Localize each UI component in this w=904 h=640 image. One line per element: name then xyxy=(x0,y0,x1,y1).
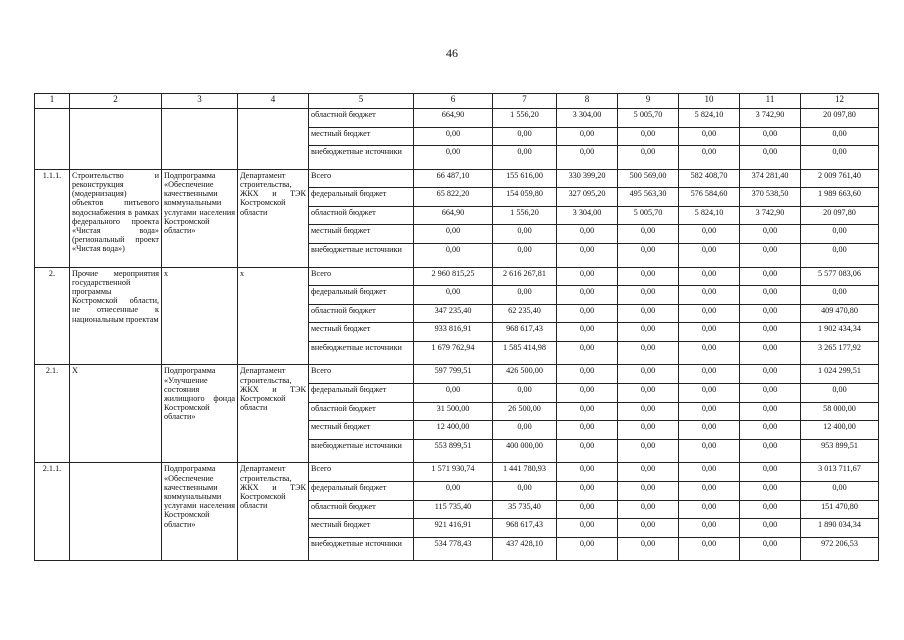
amount-cell: 1 585 414,98 xyxy=(493,341,557,365)
amount-cell: 5 824,10 xyxy=(679,206,740,225)
amount-cell: 2 960 815,25 xyxy=(414,267,493,286)
amount-cell: 5 577 083,06 xyxy=(801,267,879,286)
amount-cell: 400 000,00 xyxy=(493,439,557,463)
amount-cell: 1 571 930,74 xyxy=(414,463,493,482)
amount-cell: 0,00 xyxy=(493,481,557,500)
amount-cell: 576 584,60 xyxy=(679,188,740,207)
amount-cell: 0,00 xyxy=(493,225,557,244)
amount-cell: 1 989 663,60 xyxy=(801,188,879,207)
amount-cell: 0,00 xyxy=(740,500,801,519)
funding-source-cell: внебюджетные источники xyxy=(309,439,414,463)
amount-cell: 0,00 xyxy=(557,481,618,500)
amount-cell: 0,00 xyxy=(557,341,618,365)
funding-source-cell: областной бюджет xyxy=(309,109,414,128)
amount-cell: 0,00 xyxy=(618,384,679,403)
item-description-cell xyxy=(70,463,162,561)
amount-cell: 0,00 xyxy=(801,286,879,305)
amount-cell: 0,00 xyxy=(618,500,679,519)
amount-cell: 0,00 xyxy=(679,519,740,538)
amount-cell: 0,00 xyxy=(801,146,879,170)
amount-cell: 664,90 xyxy=(414,206,493,225)
table-body xyxy=(35,109,879,561)
amount-cell: 0,00 xyxy=(618,365,679,384)
amount-cell: 0,00 xyxy=(740,421,801,440)
funding-source-cell: федеральный бюджет xyxy=(309,384,414,403)
item-description-cell xyxy=(70,109,162,170)
amount-cell: 0,00 xyxy=(679,439,740,463)
amount-cell: 1 890 034,34 xyxy=(801,519,879,538)
amount-cell: 370 538,50 xyxy=(740,188,801,207)
amount-cell: 0,00 xyxy=(493,286,557,305)
amount-cell: 0,00 xyxy=(679,500,740,519)
amount-cell: 0,00 xyxy=(740,439,801,463)
item-number-cell: 1.1.1. xyxy=(35,169,70,267)
amount-cell: 1 556,20 xyxy=(493,109,557,128)
amount-cell: 664,90 xyxy=(414,109,493,128)
amount-cell: 0,00 xyxy=(493,244,557,268)
amount-cell: 0,00 xyxy=(740,537,801,561)
funding-source-cell: областной бюджет xyxy=(309,402,414,421)
item-number-cell xyxy=(35,109,70,170)
subprogram-cell: Подпрограмма «Обеспечение качественными коммунальными услугами населения Костромской области» xyxy=(162,463,238,561)
funding-source-cell: федеральный бюджет xyxy=(309,188,414,207)
amount-cell: 437 428,10 xyxy=(493,537,557,561)
amount-cell: 0,00 xyxy=(557,402,618,421)
funding-source-cell: местный бюджет xyxy=(309,127,414,146)
amount-cell: 0,00 xyxy=(618,439,679,463)
amount-cell: 20 097,80 xyxy=(801,206,879,225)
amount-cell: 0,00 xyxy=(618,146,679,170)
amount-cell: 5 005,70 xyxy=(618,206,679,225)
funding-source-cell: внебюджетные источники xyxy=(309,341,414,365)
funding-source-cell: областной бюджет xyxy=(309,206,414,225)
amount-cell: 0,00 xyxy=(414,244,493,268)
amount-cell: 0,00 xyxy=(740,463,801,482)
amount-cell: 62 235,40 xyxy=(493,304,557,323)
amount-cell: 0,00 xyxy=(557,421,618,440)
funding-source-cell: местный бюджет xyxy=(309,323,414,342)
amount-cell: 0,00 xyxy=(493,384,557,403)
amount-cell: 0,00 xyxy=(557,500,618,519)
amount-cell: 31 500,00 xyxy=(414,402,493,421)
amount-cell: 0,00 xyxy=(740,481,801,500)
amount-cell: 0,00 xyxy=(740,341,801,365)
column-header: 12 xyxy=(801,94,879,109)
amount-cell: 534 778,43 xyxy=(414,537,493,561)
amount-cell: 0,00 xyxy=(679,384,740,403)
funding-source-cell: внебюджетные источники xyxy=(309,244,414,268)
amount-cell: 0,00 xyxy=(679,244,740,268)
subprogram-cell: Подпрограмма «Улучшение состояния жилищного фонда Костромской области» xyxy=(162,365,238,463)
amount-cell: 0,00 xyxy=(618,267,679,286)
amount-cell: 972 206,53 xyxy=(801,537,879,561)
amount-cell: 155 616,00 xyxy=(493,169,557,188)
amount-cell: 0,00 xyxy=(493,421,557,440)
funding-source-cell: Всего xyxy=(309,169,414,188)
amount-cell: 0,00 xyxy=(740,519,801,538)
amount-cell: 933 816,91 xyxy=(414,323,493,342)
department-cell: Департамент строительства, ЖКХ и ТЭК Костромской области xyxy=(238,169,309,267)
amount-cell: 0,00 xyxy=(557,323,618,342)
amount-cell: 65 822,20 xyxy=(414,188,493,207)
funding-source-cell: федеральный бюджет xyxy=(309,481,414,500)
column-header: 5 xyxy=(309,94,414,109)
amount-cell: 0,00 xyxy=(618,127,679,146)
amount-cell: 0,00 xyxy=(679,481,740,500)
amount-cell: 20 097,80 xyxy=(801,109,879,128)
amount-cell: 0,00 xyxy=(414,286,493,305)
funding-source-cell: внебюджетные источники xyxy=(309,146,414,170)
amount-cell: 0,00 xyxy=(557,304,618,323)
budget-table xyxy=(34,93,879,561)
amount-cell: 0,00 xyxy=(557,244,618,268)
subprogram-cell xyxy=(162,109,238,170)
item-number-cell: 2.1.1. xyxy=(35,463,70,561)
column-header: 4 xyxy=(238,94,309,109)
table-row xyxy=(35,365,879,384)
amount-cell: 0,00 xyxy=(618,519,679,538)
item-number-cell: 2.1. xyxy=(35,365,70,463)
amount-cell: 0,00 xyxy=(740,286,801,305)
amount-cell: 0,00 xyxy=(679,146,740,170)
table-row xyxy=(35,267,879,286)
amount-cell: 0,00 xyxy=(618,537,679,561)
amount-cell: 1 679 762,94 xyxy=(414,341,493,365)
column-header: 2 xyxy=(70,94,162,109)
amount-cell: 0,00 xyxy=(557,127,618,146)
amount-cell: 495 563,30 xyxy=(618,188,679,207)
funding-source-cell: внебюджетные источники xyxy=(309,537,414,561)
column-header: 7 xyxy=(493,94,557,109)
amount-cell: 0,00 xyxy=(740,244,801,268)
funding-source-cell: местный бюджет xyxy=(309,225,414,244)
amount-cell: 12 400,00 xyxy=(801,421,879,440)
amount-cell: 921 416,91 xyxy=(414,519,493,538)
amount-cell: 426 500,00 xyxy=(493,365,557,384)
amount-cell: 3 304,00 xyxy=(557,109,618,128)
amount-cell: 553 899,51 xyxy=(414,439,493,463)
amount-cell: 1 441 780,93 xyxy=(493,463,557,482)
item-description-cell: Строительство и реконструкция (модернизация) объектов питьевого водоснабжения в рамках федерального проекта «Чистая вода» (региональный проект «Чистая вода») xyxy=(70,169,162,267)
column-header: 8 xyxy=(557,94,618,109)
amount-cell: 0,00 xyxy=(740,304,801,323)
funding-source-cell: Всего xyxy=(309,267,414,286)
amount-cell: 0,00 xyxy=(557,146,618,170)
amount-cell: 1 902 434,34 xyxy=(801,323,879,342)
funding-source-cell: местный бюджет xyxy=(309,421,414,440)
amount-cell: 0,00 xyxy=(618,402,679,421)
amount-cell: 0,00 xyxy=(679,286,740,305)
amount-cell: 0,00 xyxy=(679,304,740,323)
amount-cell: 5 005,70 xyxy=(618,109,679,128)
subprogram-cell: х xyxy=(162,267,238,365)
amount-cell: 327 095,20 xyxy=(557,188,618,207)
amount-cell: 0,00 xyxy=(618,421,679,440)
amount-cell: 330 399,20 xyxy=(557,169,618,188)
amount-cell: 374 281,40 xyxy=(740,169,801,188)
amount-cell: 0,00 xyxy=(679,402,740,421)
item-number-cell: 2. xyxy=(35,267,70,365)
amount-cell: 66 487,10 xyxy=(414,169,493,188)
amount-cell: 582 408,70 xyxy=(679,169,740,188)
amount-cell: 0,00 xyxy=(414,384,493,403)
amount-cell: 0,00 xyxy=(801,244,879,268)
amount-cell: 0,00 xyxy=(679,127,740,146)
amount-cell: 2 616 267,81 xyxy=(493,267,557,286)
amount-cell: 0,00 xyxy=(801,225,879,244)
amount-cell: 0,00 xyxy=(557,286,618,305)
page-number: 46 xyxy=(446,46,458,60)
amount-cell: 409 470,80 xyxy=(801,304,879,323)
amount-cell: 0,00 xyxy=(557,537,618,561)
amount-cell: 0,00 xyxy=(414,225,493,244)
department-cell xyxy=(238,109,309,170)
amount-cell: 3 742,90 xyxy=(740,109,801,128)
column-header: 11 xyxy=(740,94,801,109)
funding-source-cell: федеральный бюджет xyxy=(309,286,414,305)
amount-cell: 0,00 xyxy=(740,127,801,146)
amount-cell: 0,00 xyxy=(493,127,557,146)
amount-cell: 3 265 177,92 xyxy=(801,341,879,365)
amount-cell: 347 235,40 xyxy=(414,304,493,323)
amount-cell: 0,00 xyxy=(801,384,879,403)
amount-cell: 0,00 xyxy=(557,225,618,244)
amount-cell: 0,00 xyxy=(740,365,801,384)
amount-cell: 968 617,43 xyxy=(493,519,557,538)
column-header: 1 xyxy=(35,94,70,109)
amount-cell: 0,00 xyxy=(740,225,801,244)
column-header: 3 xyxy=(162,94,238,109)
amount-cell: 0,00 xyxy=(557,384,618,403)
amount-cell: 0,00 xyxy=(679,421,740,440)
amount-cell: 0,00 xyxy=(740,384,801,403)
amount-cell: 0,00 xyxy=(618,286,679,305)
amount-cell: 0,00 xyxy=(618,463,679,482)
table-row xyxy=(35,109,879,128)
amount-cell: 115 735,40 xyxy=(414,500,493,519)
amount-cell: 0,00 xyxy=(679,225,740,244)
funding-source-cell: областной бюджет xyxy=(309,500,414,519)
amount-cell: 0,00 xyxy=(557,439,618,463)
amount-cell: 0,00 xyxy=(618,481,679,500)
amount-cell: 0,00 xyxy=(740,402,801,421)
amount-cell: 0,00 xyxy=(618,341,679,365)
amount-cell: 26 500,00 xyxy=(493,402,557,421)
amount-cell: 0,00 xyxy=(679,341,740,365)
amount-cell: 151 470,80 xyxy=(801,500,879,519)
funding-source-cell: Всего xyxy=(309,365,414,384)
amount-cell: 0,00 xyxy=(679,537,740,561)
amount-cell: 0,00 xyxy=(679,267,740,286)
amount-cell: 0,00 xyxy=(493,146,557,170)
amount-cell: 0,00 xyxy=(557,267,618,286)
amount-cell: 0,00 xyxy=(557,365,618,384)
column-header: 9 xyxy=(618,94,679,109)
amount-cell: 0,00 xyxy=(414,481,493,500)
department-cell: Департамент строительства, ЖКХ и ТЭК Костромской области xyxy=(238,463,309,561)
department-cell: х xyxy=(238,267,309,365)
amount-cell: 35 735,40 xyxy=(493,500,557,519)
amount-cell: 0,00 xyxy=(618,304,679,323)
amount-cell: 500 569,00 xyxy=(618,169,679,188)
amount-cell: 3 304,00 xyxy=(557,206,618,225)
amount-cell: 0,00 xyxy=(414,146,493,170)
amount-cell: 597 799,51 xyxy=(414,365,493,384)
table-header-row xyxy=(35,94,879,109)
amount-cell: 0,00 xyxy=(557,463,618,482)
subprogram-cell: Подпрограмма «Обеспечение качественными коммунальными услугами населения Костромской области» xyxy=(162,169,238,267)
amount-cell: 154 059,80 xyxy=(493,188,557,207)
amount-cell: 58 000,00 xyxy=(801,402,879,421)
amount-cell: 953 899,51 xyxy=(801,439,879,463)
funding-source-cell: областной бюджет xyxy=(309,304,414,323)
amount-cell: 12 400,00 xyxy=(414,421,493,440)
amount-cell: 0,00 xyxy=(618,323,679,342)
amount-cell: 3 742,90 xyxy=(740,206,801,225)
amount-cell: 0,00 xyxy=(679,323,740,342)
department-cell: Департамент строительства, ЖКХ и ТЭК Костромской области xyxy=(238,365,309,463)
amount-cell: 0,00 xyxy=(679,463,740,482)
amount-cell: 0,00 xyxy=(618,244,679,268)
amount-cell: 0,00 xyxy=(740,267,801,286)
item-description-cell: Прочие мероприятия государственной программы Костромской области, не отнесенные к национальным проектам xyxy=(70,267,162,365)
funding-source-cell: Всего xyxy=(309,463,414,482)
amount-cell: 0,00 xyxy=(801,481,879,500)
amount-cell: 2 009 761,40 xyxy=(801,169,879,188)
amount-cell: 0,00 xyxy=(679,365,740,384)
amount-cell: 0,00 xyxy=(414,127,493,146)
table-row xyxy=(35,169,879,188)
item-description-cell: Х xyxy=(70,365,162,463)
amount-cell: 0,00 xyxy=(618,225,679,244)
funding-source-cell: местный бюджет xyxy=(309,519,414,538)
column-header: 6 xyxy=(414,94,493,109)
amount-cell: 5 824,10 xyxy=(679,109,740,128)
amount-cell: 968 617,43 xyxy=(493,323,557,342)
table-row xyxy=(35,463,879,482)
amount-cell: 3 013 711,67 xyxy=(801,463,879,482)
amount-cell: 0,00 xyxy=(740,146,801,170)
amount-cell: 0,00 xyxy=(557,519,618,538)
column-header: 10 xyxy=(679,94,740,109)
amount-cell: 0,00 xyxy=(740,323,801,342)
amount-cell: 1 024 299,51 xyxy=(801,365,879,384)
amount-cell: 0,00 xyxy=(801,127,879,146)
amount-cell: 1 556,20 xyxy=(493,206,557,225)
